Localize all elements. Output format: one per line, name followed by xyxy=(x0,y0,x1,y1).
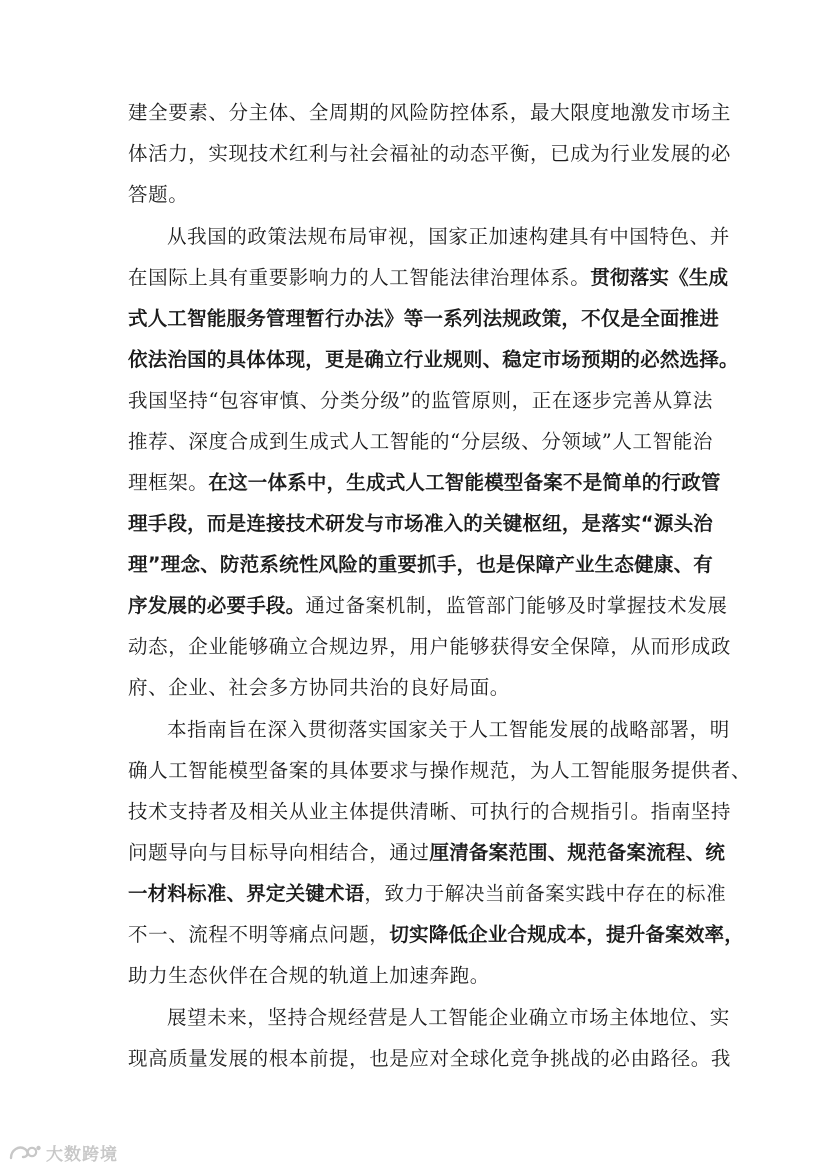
paragraph-line xyxy=(128,345,739,375)
paragraph-line xyxy=(128,838,726,868)
text-run: 展望未来，坚持合规经营是人工智能企业确立市场主体地位、实 xyxy=(167,1006,730,1029)
text-run: 从我国的政策法规布局审视，国家正加速构建具有中国特色、并 xyxy=(167,225,730,248)
text-run: 技术支持者及相关从业主体提供清晰、可执行的合规指引。指南坚持 xyxy=(128,800,732,823)
paragraph-line xyxy=(128,468,721,498)
bold-text-run: 厘清备案范围、规范备案流程、统 xyxy=(429,841,726,864)
paragraph-line xyxy=(167,715,730,745)
bold-text-run: 理手段，而是连接技术研发与市场准入的关键枢纽，是落实“源头治 xyxy=(128,512,713,535)
paragraph-line xyxy=(128,180,713,210)
paragraph-line xyxy=(128,632,732,662)
paragraph-line xyxy=(167,1003,730,1033)
paragraph-line xyxy=(128,509,713,539)
bold-text-run: 式人工智能服务管理暂行办法》等一系列法规政策，不仅是全面推进 xyxy=(128,307,720,330)
paragraph-line xyxy=(128,98,732,128)
paragraph-line xyxy=(167,222,730,252)
paragraph-line xyxy=(128,879,727,909)
text-run: 我国坚持“包容审慎、分类分级”的监管原则，正在逐步完善从算法 xyxy=(128,389,713,412)
paragraph-line xyxy=(128,591,728,621)
bold-text-run: 在这一体系中，生成式人工智能模型备案不是简单的行政管 xyxy=(208,471,721,494)
watermark xyxy=(8,1140,118,1164)
paragraph-line xyxy=(128,386,713,416)
text-run: 不一、流程不明等痛点问题， xyxy=(128,923,390,946)
paragraph-line xyxy=(128,797,732,827)
text-run: 动态，企业能够确立合规边界，用户能够获得安全保障，从而形成政 xyxy=(128,635,732,658)
bold-text-run: 一材料标准、界定关键术语 xyxy=(128,882,365,905)
bold-text-run: 切实降低企业合规成本，提升备案效率， xyxy=(389,923,744,946)
text-run: 府、企业、社会多方协同共治的良好局面。 xyxy=(128,676,510,699)
paragraph-line xyxy=(128,1044,732,1074)
paragraph-line xyxy=(128,263,729,293)
text-run: ，致力于解决当前备案实践中存在的标准 xyxy=(364,882,727,905)
text-run: 确人工智能模型备案的具体要求与操作规范，为人工智能服务提供者、 xyxy=(128,759,752,782)
bold-text-run: 理”理念、防范系统性风险的重要抓手，也是保障产业生态健康、有 xyxy=(128,553,713,576)
text-run: 体活力，实现技术红利与社会福祉的动态平衡，已成为行业发展的必 xyxy=(128,142,732,165)
paragraph-line xyxy=(128,756,752,786)
paragraph-line xyxy=(128,550,713,580)
text-run: 在国际上具有重要影响力的人工智能法律治理体系。 xyxy=(128,266,591,289)
text-run: 本指南旨在深入贯彻落实国家关于人工智能发展的战略部署，明 xyxy=(167,718,730,741)
text-run: 理框架。 xyxy=(128,471,209,494)
logo-icon xyxy=(8,1141,42,1163)
text-run: 助力生态伙伴在合规的轨道上加速奔跑。 xyxy=(128,964,490,987)
text-run: 通过备案机制，监管部门能够及时掌握技术发展 xyxy=(305,594,728,617)
paragraph-line xyxy=(128,139,732,169)
bold-text-run: 序发展的必要手段。 xyxy=(128,594,306,617)
watermark-text: 大数跨境 xyxy=(46,1144,118,1165)
text-run: 现高质量发展的根本前提，也是应对全球化竞争挑战的必由路径。我 xyxy=(128,1047,732,1070)
paragraph-line xyxy=(128,304,720,334)
text-run: 推荐、深度合成到生成式人工智能的“分层级、分领域”人工智能治 xyxy=(128,430,713,453)
paragraph-line xyxy=(128,427,713,457)
paragraph-line xyxy=(128,920,744,950)
text-run: 问题导向与目标导向相结合，通过 xyxy=(128,841,430,864)
bold-text-run: 贯彻落实《生成 xyxy=(590,266,729,289)
text-run: 建全要素、分主体、全周期的风险防控体系，最大限度地激发市场主 xyxy=(128,101,732,124)
text-run: 答题。 xyxy=(128,183,189,206)
paragraph-line xyxy=(128,673,713,703)
bold-text-run: 依法治国的具体体现，更是确立行业规则、稳定市场预期的必然选择。 xyxy=(128,348,739,371)
paragraph-line xyxy=(128,961,713,991)
